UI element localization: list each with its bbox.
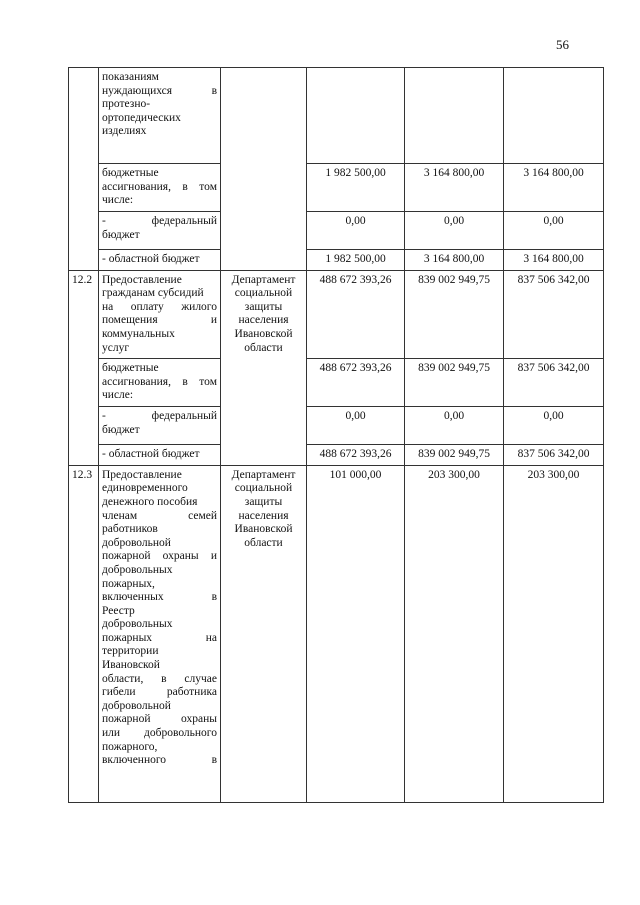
amount-year-1: 488 672 393,26 <box>307 270 405 359</box>
name-line: услуг <box>102 341 130 354</box>
amount-year-3: 3 164 800,00 <box>504 250 604 271</box>
department-line: социальной <box>234 287 293 300</box>
name-line: членам семей <box>102 509 217 522</box>
name-line: - областной бюджет <box>102 253 200 265</box>
name-line: Реестр <box>102 604 135 617</box>
name-line: - областной бюджет <box>102 448 200 461</box>
amount-year-1: 0,00 <box>307 407 405 445</box>
amount-year-1: 488 672 393,26 <box>307 445 405 466</box>
row-name <box>99 68 221 164</box>
amount-year-2: 839 002 949,75 <box>405 359 504 407</box>
department-line: защиты <box>244 495 283 508</box>
amount-year-3: 0,00 <box>504 407 604 445</box>
amount-year-3: 3 164 800,00 <box>504 164 604 212</box>
name-line: Предоставление <box>102 273 182 286</box>
amount-year-3: 837 506 342,00 <box>504 270 604 359</box>
name-line: работников <box>102 523 158 536</box>
name-line: - федеральный <box>102 215 217 227</box>
name-line: пожарного, <box>102 740 158 753</box>
name-line: добровольных <box>102 618 173 631</box>
name-line: ортопедических <box>102 111 181 124</box>
amount-year-1: 1 982 500,00 <box>307 250 405 271</box>
name-line: показаниям <box>102 71 159 83</box>
department-line: области <box>244 536 283 549</box>
name-line: пожарных, <box>102 577 155 590</box>
name-line: ассигнования, в том <box>102 375 217 388</box>
name-line: бюджетные <box>102 362 159 375</box>
table-row <box>69 164 604 212</box>
responsible-department <box>221 270 307 465</box>
amount-year-3: 837 506 342,00 <box>504 359 604 407</box>
row-number <box>69 68 99 271</box>
name-line: добровольной <box>102 536 171 549</box>
name-line: коммунальных <box>102 327 175 340</box>
table-row <box>69 359 604 407</box>
row-number: 12.3 <box>69 465 99 802</box>
amount-year-1: 488 672 393,26 <box>307 359 405 407</box>
table-row <box>69 407 604 445</box>
page-number: 56 <box>556 37 569 52</box>
row-name <box>99 164 221 212</box>
row-name <box>99 250 221 271</box>
budget-table <box>68 67 604 803</box>
amount-year-2 <box>405 68 504 164</box>
name-line: единовременного <box>102 482 188 495</box>
name-line: пожарных на <box>102 631 217 644</box>
table-row <box>69 465 604 802</box>
amount-year-1: 1 982 500,00 <box>307 164 405 212</box>
name-line: пожарной охраны и <box>102 550 217 563</box>
amount-year-3 <box>504 68 604 164</box>
table-row <box>69 445 604 466</box>
name-line: денежного пособия <box>102 495 198 508</box>
row-name <box>99 270 221 359</box>
department-line: населения <box>238 509 289 522</box>
name-line: области, в случае <box>102 672 217 685</box>
amount-year-1: 101 000,00 <box>307 465 405 802</box>
name-line: изделиях <box>102 125 147 138</box>
name-line: бюджетные <box>102 167 159 179</box>
name-line: Ивановской <box>102 659 160 672</box>
name-line: Предоставление <box>102 468 182 481</box>
name-line: ассигнования, в том <box>102 180 217 193</box>
name-line: гибели работника <box>102 686 217 699</box>
name-line: пожарной охраны <box>102 713 217 726</box>
department-line: населения <box>238 314 289 327</box>
amount-year-2: 203 300,00 <box>405 465 504 802</box>
amount-year-3: 837 506 342,00 <box>504 445 604 466</box>
table-row <box>69 250 604 271</box>
row-name <box>99 212 221 250</box>
name-line: - федеральный <box>102 410 217 423</box>
name-line: добровольной <box>102 699 171 712</box>
amount-year-1 <box>307 68 405 164</box>
amount-year-3: 203 300,00 <box>504 465 604 802</box>
department-line: Департамент <box>231 468 296 481</box>
name-line: территории <box>102 645 159 658</box>
department-line: защиты <box>244 300 283 313</box>
name-line: включенных в <box>102 591 217 604</box>
table-row <box>69 270 604 359</box>
department-line: Ивановской <box>234 523 293 536</box>
amount-year-2: 3 164 800,00 <box>405 250 504 271</box>
name-line: бюджет <box>102 228 140 241</box>
responsible-department <box>221 68 307 271</box>
row-name <box>99 407 221 445</box>
name-line: бюджет <box>102 423 140 436</box>
table-row <box>69 212 604 250</box>
department-line: социальной <box>234 482 293 495</box>
row-number: 12.2 <box>69 270 99 465</box>
name-line: добровольных <box>102 563 173 576</box>
row-name <box>99 465 221 802</box>
row-name <box>99 359 221 407</box>
department-line: Ивановской <box>234 327 293 340</box>
name-line: помещения и <box>102 314 217 327</box>
name-line: нуждающихся в <box>102 84 217 97</box>
amount-year-2: 0,00 <box>405 407 504 445</box>
amount-year-2: 839 002 949,75 <box>405 270 504 359</box>
row-name <box>99 445 221 466</box>
amount-year-2: 0,00 <box>405 212 504 250</box>
name-line: гражданам субсидий <box>102 287 204 300</box>
name-line: числе: <box>102 389 134 402</box>
responsible-department <box>221 465 307 802</box>
name-line: на оплату жилого <box>102 300 217 313</box>
amount-year-3: 0,00 <box>504 212 604 250</box>
amount-year-1: 0,00 <box>307 212 405 250</box>
amount-year-2: 839 002 949,75 <box>405 445 504 466</box>
name-line: протезно- <box>102 98 151 111</box>
name-line: числе: <box>102 194 134 207</box>
name-line: или добровольного <box>102 727 217 740</box>
table-row <box>69 68 604 164</box>
amount-year-2: 3 164 800,00 <box>405 164 504 212</box>
department-line: области <box>244 341 283 354</box>
name-line: включенного в <box>102 754 217 767</box>
department-line: Департамент <box>231 273 296 286</box>
